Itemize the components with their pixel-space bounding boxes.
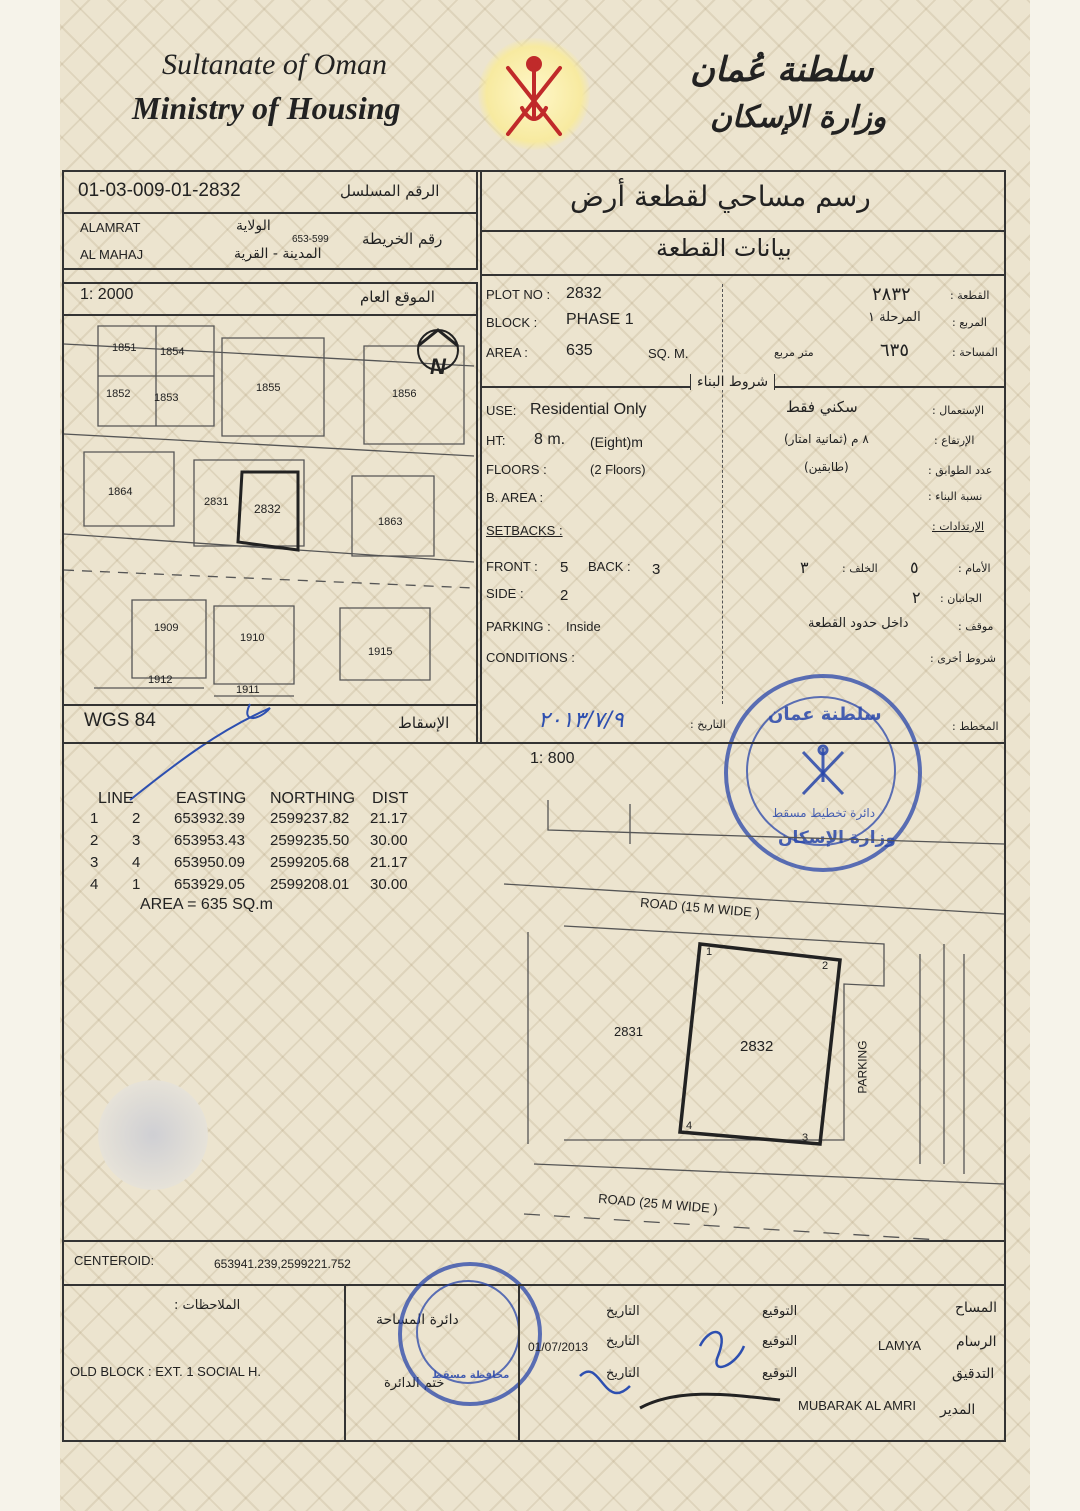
wilayat-value: ALAMRAT bbox=[80, 220, 141, 235]
use-label: USE: bbox=[486, 403, 517, 418]
road-bottom-label: ROAD (25 M WIDE ) bbox=[597, 1190, 719, 1217]
front-label-ar: الأمام : bbox=[958, 562, 991, 575]
village-label-ar: المدينة - القرية bbox=[234, 246, 322, 262]
planner-label-ar: المخطط : bbox=[952, 720, 999, 733]
parking-label: PARKING : bbox=[486, 619, 551, 634]
back-value: 3 bbox=[652, 561, 661, 578]
conditions-label: CONDITIONS : bbox=[486, 650, 575, 665]
map-number-label-ar: رقم الخريطة bbox=[362, 230, 443, 248]
area-label: AREA : bbox=[486, 345, 528, 360]
col-header-easting: EASTING bbox=[176, 790, 247, 807]
corner-label: 4 bbox=[686, 1120, 693, 1132]
area-value: 635 bbox=[566, 342, 593, 359]
front-value: 5 bbox=[560, 559, 569, 576]
site-map bbox=[62, 314, 478, 706]
b-area-label-ar: نسبة البناء : bbox=[928, 490, 983, 503]
surveyor-label-ar: المساح bbox=[955, 1300, 998, 1316]
block-label: BLOCK : bbox=[486, 315, 538, 330]
general-site-label-ar: الموقع العام bbox=[360, 288, 435, 306]
area-unit: SQ. M. bbox=[648, 346, 689, 361]
detail-scale: 1: 800 bbox=[530, 750, 575, 767]
header-title-ar-1: سلطنة عُمان bbox=[690, 50, 874, 90]
neighbour-plot-label: 2831 bbox=[614, 1024, 643, 1039]
site-lot-label: 1864 bbox=[108, 486, 133, 498]
use-label-ar: الإستعمال : bbox=[932, 404, 985, 417]
date-label-ar: التاريخ bbox=[606, 1334, 640, 1349]
map-number: 653-599 bbox=[292, 234, 329, 245]
side-value-ar: ٢ bbox=[912, 588, 921, 607]
embossed-seal-icon bbox=[98, 1080, 208, 1190]
signoff-date: 01/07/2013 bbox=[528, 1340, 589, 1354]
remarks-text: OLD BLOCK : EXT. 1 SOCIAL H. bbox=[70, 1364, 261, 1379]
front-label: FRONT : bbox=[486, 559, 538, 574]
site-lot-label: 1911 bbox=[236, 684, 260, 696]
site-lot-label: 1915 bbox=[368, 646, 393, 658]
parking-value: Inside bbox=[566, 619, 601, 634]
serial-number: 01-03-009-01-2832 bbox=[78, 180, 241, 201]
projection-label-ar: الإسقاط bbox=[398, 714, 450, 732]
plot-label-ar: القطعة : bbox=[950, 289, 990, 302]
plot-conditions-panel bbox=[480, 274, 1006, 744]
center-divider bbox=[722, 284, 723, 704]
site-lot-label: 1853 bbox=[154, 392, 179, 404]
drafter-label-ar: الرسام bbox=[956, 1334, 997, 1350]
site-lot-label-subject: 2832 bbox=[254, 502, 281, 516]
height-value: 8 m. bbox=[534, 431, 566, 448]
plot-data-title-ar: بيانات القطعة bbox=[656, 234, 792, 262]
setbacks-label: SETBACKS : bbox=[486, 523, 563, 538]
survey-dept-ar: دائرة المساحة bbox=[376, 1312, 459, 1328]
subject-plot-label: 2832 bbox=[740, 1038, 774, 1055]
village-value: AL MAHAJ bbox=[80, 247, 144, 262]
khanjar-emblem-icon bbox=[478, 38, 590, 150]
date-label-ar: التاريخ : bbox=[690, 718, 726, 731]
site-lot-label: 1909 bbox=[154, 622, 179, 634]
col-header-northing: NORTHING bbox=[270, 790, 356, 807]
stamp-dept-ar: دائرة تخطيط مسقط bbox=[772, 806, 876, 820]
height-label: HT: bbox=[486, 433, 506, 448]
signature-label-ar: التوقيع bbox=[762, 1334, 798, 1349]
wilayat-label-ar: الولاية bbox=[236, 218, 271, 234]
detail-drawing bbox=[64, 744, 1004, 1240]
plot-no-ar: ٢٨٣٢ bbox=[872, 284, 911, 305]
site-lot-label: 1851 bbox=[112, 342, 137, 354]
handwritten-date: ٢٠١٣/٧/٩ bbox=[538, 708, 624, 733]
use-value-ar: سكني فقط bbox=[786, 398, 858, 416]
side-label-ar: الجانبان : bbox=[940, 592, 982, 605]
parking-label-ar: موقف : bbox=[958, 620, 994, 633]
floors-value: (2 Floors) bbox=[590, 462, 646, 477]
projection-value: WGS 84 bbox=[84, 710, 156, 731]
road-top-label: ROAD (15 M WIDE ) bbox=[639, 894, 761, 921]
block-label-ar: المربع : bbox=[952, 316, 987, 329]
side-value: 2 bbox=[560, 587, 569, 604]
paper-margin-left bbox=[0, 0, 60, 1511]
stamp-muscat-ar: محافظة مسقط bbox=[432, 1370, 510, 1381]
site-lot-label: 1910 bbox=[240, 632, 265, 644]
site-lot-label: 1856 bbox=[392, 388, 417, 400]
area-unit-ar: متر مربع bbox=[774, 346, 814, 359]
header-title-en-1: Sultanate of Oman bbox=[162, 48, 387, 81]
parking-value-ar: داخل حدود القطعة bbox=[808, 616, 909, 631]
front-value-ar: ٥ bbox=[910, 558, 919, 577]
site-lot-label: 1852 bbox=[106, 388, 131, 400]
back-value-ar: ٣ bbox=[800, 558, 809, 577]
director-label-ar: المدير bbox=[940, 1402, 976, 1418]
date-label-ar: التاريخ bbox=[606, 1304, 640, 1319]
signatures-scribble bbox=[560, 1316, 800, 1426]
floors-value-ar: (طابقين) bbox=[804, 460, 849, 474]
use-value: Residential Only bbox=[530, 401, 647, 418]
drafter-name: LAMYA bbox=[878, 1338, 922, 1353]
checker-label-ar: التدقيق bbox=[952, 1366, 995, 1382]
corner-label: 1 bbox=[706, 946, 713, 958]
header-title-en-2: Ministry of Housing bbox=[132, 90, 401, 126]
plot-no-value: 2832 bbox=[566, 285, 602, 302]
site-lot-label: 1912 bbox=[148, 674, 173, 686]
parking-label-detail: PARKING bbox=[855, 1040, 870, 1094]
office-seal-ar: ختم الدائرة bbox=[384, 1376, 445, 1391]
header-title-ar-2: وزارة الإسكان bbox=[710, 100, 887, 135]
area-value-ar: ٦٣٥ bbox=[880, 340, 910, 361]
floors-label: FLOORS : bbox=[486, 462, 547, 477]
height-label-ar: الإرتفاع : bbox=[934, 434, 975, 447]
site-lot-label: 2831 bbox=[204, 496, 229, 508]
date-label-ar: التاريخ bbox=[606, 1366, 640, 1381]
serial-label-ar: الرقم المسلسل bbox=[340, 182, 440, 200]
table-row: 2 3 653953.43 2599235.50 30.00 bbox=[90, 832, 408, 849]
signature-label-ar: التوقيع bbox=[762, 1304, 798, 1319]
centroid-value: 653941.239,2599221.752 bbox=[214, 1257, 351, 1271]
block-value-ar: المرحلة ١ bbox=[868, 310, 921, 325]
corner-label: 3 bbox=[802, 1132, 809, 1144]
paper-margin-right bbox=[1030, 0, 1080, 1511]
col-header-line: LINE bbox=[98, 790, 134, 807]
height-words: (Eight)m bbox=[590, 434, 643, 450]
centroid-box bbox=[62, 1240, 1006, 1286]
site-lot-label: 1863 bbox=[378, 516, 403, 528]
area-label-ar: المساحة : bbox=[952, 346, 998, 359]
remarks-label-ar: الملاحظات : bbox=[174, 1298, 241, 1313]
back-label-ar: الخلف : bbox=[842, 562, 878, 575]
floors-label-ar: عدد الطوابق : bbox=[928, 464, 993, 477]
back-label: BACK : bbox=[588, 559, 631, 574]
corner-label: 2 bbox=[822, 960, 829, 972]
height-value-ar: ٨ م (ثمانية امتار) bbox=[784, 432, 869, 446]
doc-title-ar: رسم مساحي لقطعة أرض bbox=[570, 180, 871, 213]
site-lot-label: 1854 bbox=[160, 346, 185, 358]
stamp-sultanate-ar: سلطنة عمان bbox=[768, 704, 882, 725]
emblem-badge bbox=[478, 38, 590, 150]
signature-label-ar: التوقيع bbox=[762, 1366, 798, 1381]
block-value: PHASE 1 bbox=[566, 311, 634, 328]
area-summary: AREA = 635 SQ.m bbox=[140, 896, 273, 913]
b-area-label: B. AREA : bbox=[486, 490, 544, 505]
plot-no-label: PLOT NO : bbox=[486, 287, 551, 302]
site-lot-label: 1855 bbox=[256, 382, 281, 394]
col-header-dist: DIST bbox=[372, 790, 409, 807]
stamp-ministry-ar: وزارة الإسكان bbox=[778, 828, 896, 848]
table-row: 4 1 653929.05 2599208.01 30.00 bbox=[90, 876, 408, 893]
other-conditions-label-ar: شروط أخرى : bbox=[930, 652, 997, 665]
director-name: MUBARAK AL AMRI bbox=[798, 1398, 916, 1413]
side-label: SIDE : bbox=[486, 586, 524, 601]
building-conditions-title-ar: شروط البناء bbox=[690, 374, 775, 390]
table-row: 1 2 653932.39 2599237.82 21.17 bbox=[90, 810, 408, 827]
north-arrow-icon: N bbox=[430, 354, 446, 379]
general-site-scale: 1: 2000 bbox=[80, 286, 134, 303]
setbacks-label-ar: الإرتدادات : bbox=[932, 520, 985, 533]
centroid-label: CENTEROID: bbox=[74, 1253, 155, 1268]
table-row: 3 4 653950.09 2599205.68 21.17 bbox=[90, 854, 408, 871]
